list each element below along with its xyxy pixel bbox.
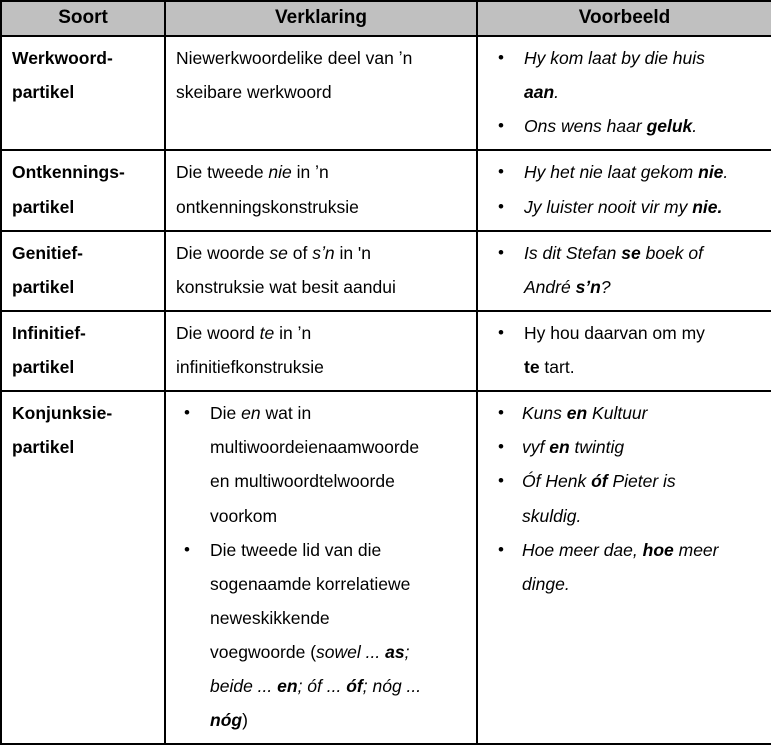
- list-item: [488, 533, 763, 601]
- explanation-emphasis: te: [259, 322, 275, 343]
- list-item: [488, 41, 763, 109]
- example-text: Ons wens haar: [524, 116, 647, 137]
- explanation-text: ): [242, 710, 248, 731]
- column-header-verklaring: Verklaring: [165, 1, 477, 36]
- bullet-icon: •: [498, 116, 504, 136]
- example-text: boek of: [640, 242, 704, 263]
- type-line: Infinitief-: [12, 322, 86, 343]
- list-item: [488, 396, 763, 430]
- table-row: [1, 36, 771, 150]
- explanation-text: in ʼn: [274, 322, 312, 343]
- type-line: Genitief-: [12, 242, 83, 263]
- type-line: partikel: [12, 357, 75, 377]
- example-text: André: [524, 276, 576, 297]
- explanation-text: Die tweede lid van die: [210, 539, 382, 560]
- cell-type-infinitiefpartikel: [1, 311, 165, 391]
- example-list: [488, 155, 763, 223]
- table-row: [1, 311, 771, 391]
- example-emphasis: geluk: [646, 116, 693, 137]
- bullet-icon: •: [498, 471, 504, 491]
- table-row: [1, 391, 771, 744]
- example-text: Hy het nie laat gekom: [524, 162, 699, 183]
- cell-type-ontkenningspartikel: [1, 150, 165, 230]
- type-line: Ontkennings-: [12, 162, 125, 183]
- explanation-emphasis: beide ...: [210, 676, 278, 697]
- bullet-icon: •: [498, 48, 504, 67]
- type-line: partikel: [12, 82, 75, 103]
- explanation-emphasis: en: [277, 676, 298, 697]
- explanation-emphasis: nóg: [210, 710, 243, 731]
- cell-example-konjunksiepartikel: [477, 391, 771, 744]
- explanation-text: multiwoordeienaamwoorde: [210, 437, 420, 458]
- type-line: Konjunksie-: [12, 403, 113, 424]
- bullet-icon: •: [498, 403, 504, 423]
- list-item: [488, 109, 763, 143]
- cell-explanation-infinitiefpartikel: [165, 311, 477, 391]
- example-emphasis: nie.: [692, 196, 723, 217]
- explanation-text: in 'n: [334, 242, 371, 263]
- example-text: Hy hou daarvan om my: [524, 322, 705, 343]
- bullet-icon: •: [498, 162, 504, 182]
- list-item: [488, 430, 763, 464]
- explanation-text: ;: [404, 642, 410, 662]
- example-emphasis: sʼn: [575, 276, 601, 297]
- bullet-icon: •: [498, 196, 504, 216]
- example-text: Hoe meer dae,: [522, 539, 643, 560]
- example-text: tart.: [539, 357, 575, 377]
- explanation-emphasis: sowel ...: [316, 642, 386, 662]
- list-item: [488, 316, 763, 384]
- example-text: Óf Henk: [522, 471, 592, 492]
- explanation-line: skeibare werkwoord: [176, 82, 332, 103]
- explanation-text: Die tweede: [176, 162, 269, 183]
- explanation-text: wat in: [260, 403, 312, 424]
- type-line: partikel: [12, 196, 75, 217]
- explanation-emphasis: se: [269, 242, 288, 263]
- explanation-line: konstruksie wat besit aandui: [176, 276, 396, 297]
- bullet-icon: •: [498, 322, 504, 342]
- explanation-text: Die woorde: [176, 242, 270, 263]
- list-item: [176, 396, 468, 533]
- example-emphasis: óf: [591, 471, 608, 492]
- type-line: partikel: [12, 276, 75, 297]
- example-text: .: [723, 162, 729, 183]
- column-header-voorbeeld: Voorbeeld: [477, 1, 771, 36]
- example-list: [488, 316, 763, 384]
- explanation-text: Die: [210, 403, 242, 424]
- explanation-emphasis: en: [241, 403, 261, 424]
- explanation-text: sogenaamde korrelatiewe: [210, 573, 411, 594]
- table-row: [1, 150, 771, 230]
- example-list: [488, 236, 763, 304]
- cell-explanation-werkwoordpartikel: [165, 36, 477, 150]
- cell-example-werkwoordpartikel: [477, 36, 771, 150]
- example-text: skuldig.: [522, 505, 582, 526]
- explanation-emphasis: sʼn: [312, 242, 335, 263]
- explanation-line: ontkenningskonstruksie: [176, 196, 359, 217]
- example-emphasis: hoe: [642, 539, 674, 560]
- explanation-text: ; nóg ...: [362, 676, 422, 697]
- example-emphasis: nie: [698, 162, 724, 183]
- example-text: meer: [673, 539, 719, 560]
- bullet-icon: •: [498, 539, 504, 559]
- table-body: [1, 36, 771, 744]
- explanation-line: [176, 316, 468, 350]
- type-line: partikel: [12, 437, 75, 458]
- explanation-line: infinitiefkonstruksie: [176, 357, 324, 377]
- list-item: [488, 464, 763, 532]
- explanation-text: voorkom: [210, 505, 278, 526]
- bullet-icon: •: [184, 539, 190, 559]
- example-text: .: [554, 82, 560, 103]
- example-list: [488, 396, 763, 601]
- explanation-text: voegwoorde (: [210, 642, 317, 662]
- column-header-soort: Soort: [1, 1, 165, 36]
- explanation-emphasis: nie: [268, 162, 292, 183]
- list-item: [488, 190, 763, 224]
- example-text: twintig: [569, 437, 625, 458]
- example-text: ?: [600, 276, 611, 297]
- example-text: vyf: [522, 437, 550, 458]
- explanation-emphasis: as: [385, 642, 405, 662]
- explanation-text: Die woord: [176, 322, 260, 343]
- example-text: Pieter is: [607, 471, 676, 492]
- explanation-text: ; óf ...: [297, 676, 347, 697]
- explanation-list: [176, 396, 468, 737]
- list-item: [176, 533, 468, 738]
- example-list: [488, 41, 763, 143]
- cell-example-infinitiefpartikel: [477, 311, 771, 391]
- explanation-text: of: [287, 242, 313, 263]
- table-row: [1, 231, 771, 311]
- explanation-text: neweskikkende: [210, 607, 330, 628]
- bullet-icon: •: [184, 403, 190, 423]
- cell-type-genitiefpartikel: [1, 231, 165, 311]
- example-text: Hy kom laat by die huis: [524, 48, 705, 68]
- bullet-icon: •: [498, 437, 504, 457]
- explanation-emphasis: óf: [346, 676, 363, 697]
- cell-type-konjunksiepartikel: [1, 391, 165, 744]
- cell-explanation-genitiefpartikel: [165, 231, 477, 311]
- table-header-row: [1, 1, 771, 36]
- example-text: Kuns: [522, 403, 567, 424]
- cell-explanation-konjunksiepartikel: [165, 391, 477, 744]
- example-text: Kultuur: [587, 403, 648, 424]
- cell-explanation-ontkenningspartikel: [165, 150, 477, 230]
- cell-type-werkwoordpartikel: [1, 36, 165, 150]
- example-emphasis: se: [621, 242, 641, 263]
- example-text: dinge.: [522, 573, 570, 594]
- list-item: [488, 236, 763, 304]
- explanation-line: [176, 155, 468, 189]
- example-emphasis: en: [549, 437, 570, 458]
- explanation-line: [176, 236, 468, 270]
- example-emphasis: te: [524, 357, 540, 377]
- example-emphasis: en: [566, 403, 588, 424]
- list-item: [488, 155, 763, 189]
- table-header: [1, 1, 771, 36]
- explanation-line: Niewerkwoordelike deel van ʼn: [176, 48, 413, 68]
- example-text: Jy luister nooit vir my: [524, 196, 693, 217]
- cell-example-ontkenningspartikel: [477, 150, 771, 230]
- type-line: Werkwoord-: [12, 48, 113, 68]
- example-text: Is dit Stefan: [524, 242, 622, 263]
- explanation-text: en multiwoordtelwoorde: [210, 471, 395, 492]
- bullet-icon: •: [498, 242, 504, 262]
- cell-example-genitiefpartikel: [477, 231, 771, 311]
- explanation-text: in ʼn: [291, 162, 329, 183]
- example-text: .: [692, 116, 698, 137]
- example-emphasis: aan: [524, 82, 555, 103]
